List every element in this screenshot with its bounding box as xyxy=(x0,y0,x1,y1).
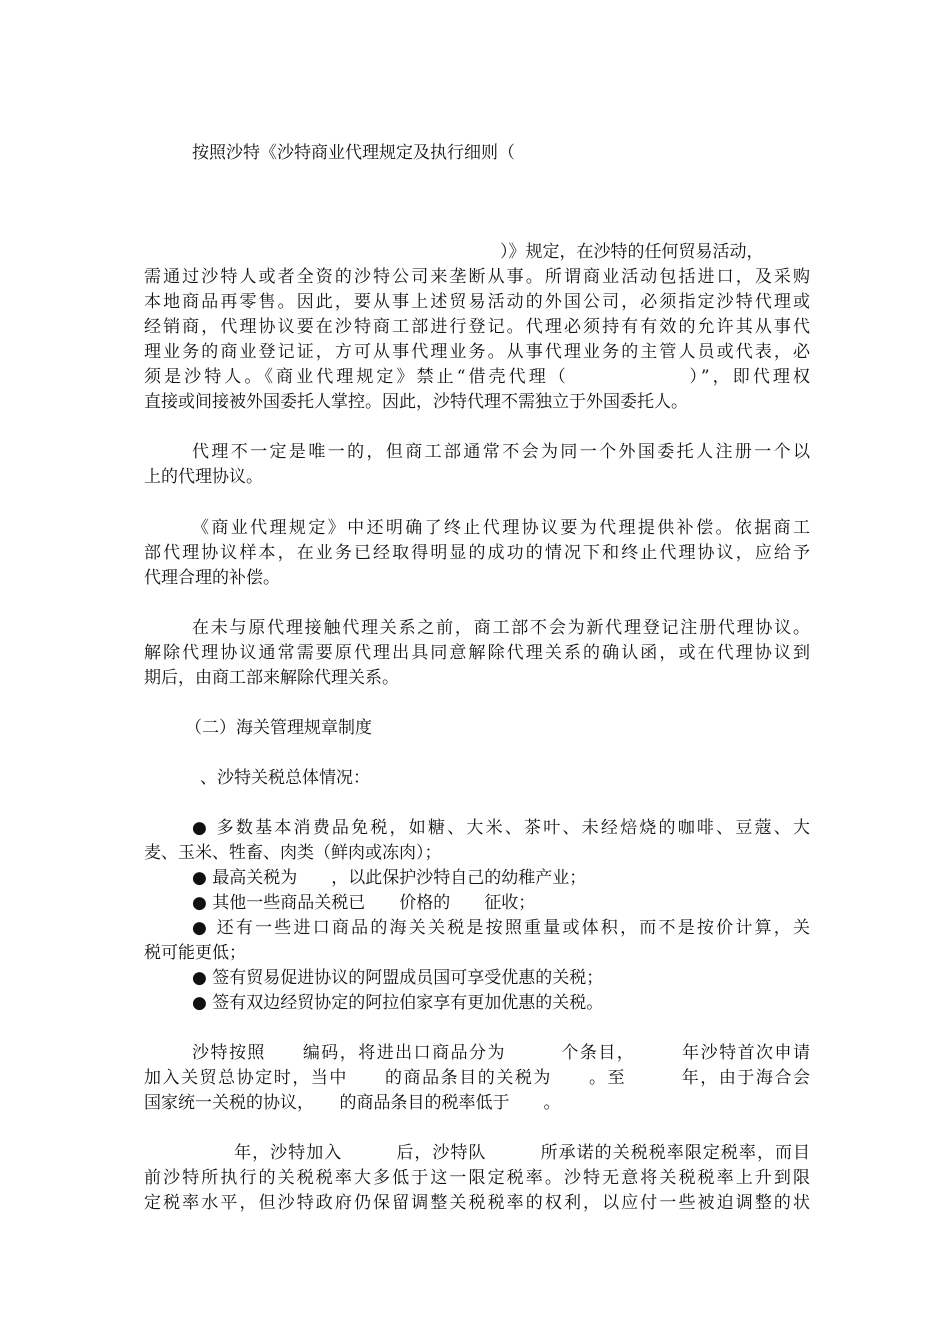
paragraph-3-line-1: 《商业代理规定》中还明确了终止代理协议要为代理提供补偿。依据商工 xyxy=(192,518,810,538)
bullet-item-2: ● 最高关税为 ，以此保护沙特自己的幼稚产业； xyxy=(192,868,587,888)
bullet-item-3: ● 其他一些商品关税已 价格的 征收； xyxy=(192,893,536,913)
paragraph-1-line-2: ）》规定，在沙特的任何贸易活动， xyxy=(500,242,764,262)
section-heading: （二）海关管理规章制度 xyxy=(185,718,372,738)
paragraph-6-line-2: 前沙特所执行的关税税率大多低于这一限定税率。沙特无意将关税税率上升到限 xyxy=(144,1168,810,1188)
paragraph-5-line-1: 沙特按照 编码，将进出口商品分为 个条目， 年沙特首次申请 xyxy=(192,1043,810,1063)
paragraph-5-line-2: 加入关贸总协定时，当中 的商品条目的关税为 。至 年，由于海合会 xyxy=(144,1068,810,1088)
paragraph-1-line-7: 须是沙特人。《商业代理规定》禁止“借壳代理（ ）”，即代理权 xyxy=(144,367,810,387)
bullet-item-1-continued: 麦、玉米、牲畜、肉类（鲜肉或冻肉）； xyxy=(144,843,442,863)
paragraph-1-line-1: 按照沙特《沙特商业代理规定及执行细则（ xyxy=(192,143,515,163)
paragraph-6-line-1: 年，沙特加入 后，沙特队 所承诺的关税税率限定税率，而目 xyxy=(180,1143,810,1163)
paragraph-4-line-3: 期后，由商工部来解除代理关系。 xyxy=(144,668,399,688)
paragraph-2-line-2: 上的代理协议。 xyxy=(144,467,263,487)
sub-heading: 、沙特关税总体情况： xyxy=(200,768,370,788)
bullet-item-1: ● 多数基本消费品免税，如糖、大米、茶叶、未经焙烧的咖啡、豆蔻、大 xyxy=(192,818,810,838)
paragraph-1-line-3: 需通过沙特人或者全资的沙特公司来垄断从事。所谓商业活动包括进口，及采购 xyxy=(144,267,810,287)
bullet-item-5: ● 签有贸易促进协议的阿盟成员国可享受优惠的关税； xyxy=(192,968,604,988)
paragraph-3-line-2: 部代理协议样本，在业务已经取得明显的成功的情况下和终止代理协议，应给予 xyxy=(144,543,810,563)
paragraph-4-line-1: 在未与原代理接触代理关系之前，商工部不会为新代理登记注册代理协议。 xyxy=(192,618,810,638)
paragraph-1-line-5: 经销商，代理协议要在沙特商工部进行登记。代理必须持有有效的允许其从事代 xyxy=(144,317,810,337)
paragraph-5-line-3: 国家统一关税的协议， 的商品条目的税率低于 。 xyxy=(144,1093,561,1113)
paragraph-2-line-1: 代理不一定是唯一的，但商工部通常不会为同一个外国委托人注册一个以 xyxy=(192,442,810,462)
paragraph-6-line-3: 定税率水平，但沙特政府仍保留调整关税税率的权利，以应付一些被迫调整的状 xyxy=(144,1193,810,1213)
paragraph-3-line-3: 代理合理的补偿。 xyxy=(144,568,280,588)
paragraph-1-line-8: 直接或间接被外国委托人掌控。因此，沙特代理不需独立于外国委托人。 xyxy=(144,392,688,412)
paragraph-1-line-4: 本地商品再零售。因此，要从事上述贸易活动的外国公司，必须指定沙特代理或 xyxy=(144,292,810,312)
paragraph-4-line-2: 解除代理协议通常需要原代理出具同意解除代理关系的确认函，或在代理协议到 xyxy=(144,643,810,663)
paragraph-1-line-6: 理业务的商业登记证，方可从事代理业务。从事代理业务的主管人员或代表，必 xyxy=(144,342,810,362)
bullet-item-4: ● 还有一些进口商品的海关关税是按照重量或体积，而不是按价计算，关 xyxy=(192,918,810,938)
bullet-item-4-continued: 税可能更低； xyxy=(144,943,246,963)
bullet-item-6: ● 签有双边经贸协定的阿拉伯家享有更加优惠的关税。 xyxy=(192,993,604,1013)
